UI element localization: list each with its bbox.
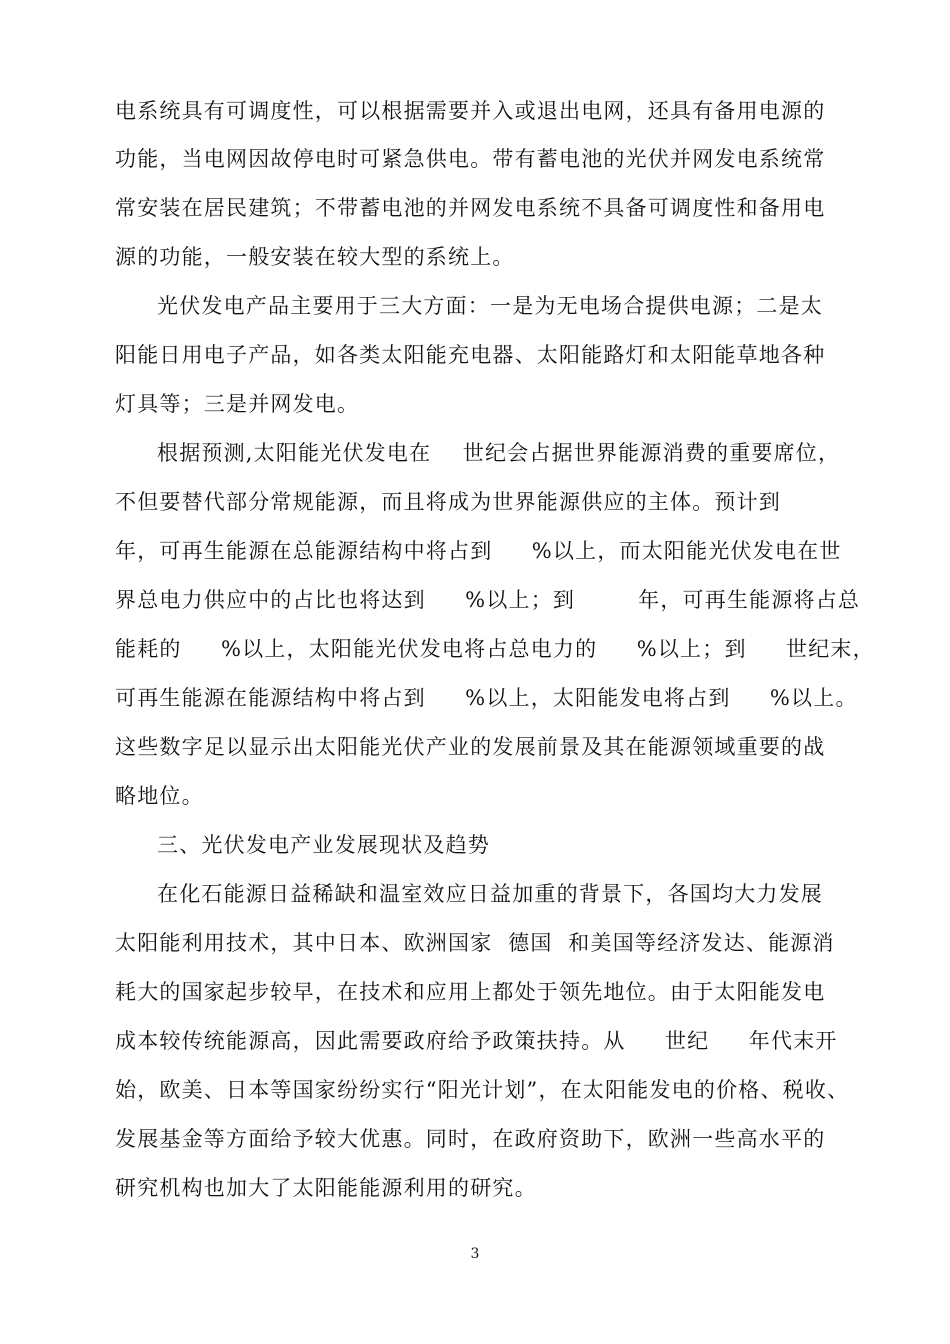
text-line: 发展基金等方面给予较大优惠。同时，在政府资助下，欧洲一些高水平的 xyxy=(115,1127,826,1151)
text-line: 能耗的 %以上，太阳能光伏发电将占总电力的 %以上；到 世纪末， xyxy=(115,637,875,661)
text-line: 阳能日用电子产品，如各类太阳能充电器、太阳能路灯和太阳能草地各种 xyxy=(115,343,826,367)
page-number: 3 xyxy=(470,1246,480,1262)
text-line: 始，欧美、日本等国家纷纷实行“阳光计划”，在太阳能发电的价格、税收、 xyxy=(115,1078,850,1102)
section-heading: 三、光伏发电产业发展现状及趋势 xyxy=(157,833,490,857)
text-line: 不但要替代部分常规能源，而且将成为世界能源供应的主体。预计到 xyxy=(115,490,781,514)
text-line: 太阳能利用技术，其中日本、欧洲国家 德国 和美国等经济发达、能源消 xyxy=(115,931,835,955)
text-line: 略地位。 xyxy=(115,784,204,808)
text-line: 成本较传统能源高，因此需要政府给予政策扶持。从 世纪 年代末开 xyxy=(115,1029,838,1053)
text-line: 耗大的国家起步较早，在技术和应用上都处于领先地位。由于太阳能发电 xyxy=(115,980,826,1004)
text-line: 研究机构也加大了太阳能能源利用的研究。 xyxy=(115,1176,537,1200)
text-line: 在化石能源日益稀缺和温室效应日益加重的背景下，各国均大力发展 xyxy=(157,882,823,906)
text-line: 源的功能，一般安装在较大型的系统上。 xyxy=(115,245,515,269)
text-line: 功能，当电网因故停电时可紧急供电。带有蓄电池的光伏并网发电系统常 xyxy=(115,147,826,171)
text-line: 年，可再生能源在总能源结构中将占到 %以上，而太阳能光伏发电在世 xyxy=(115,539,842,563)
text-line: 界总电力供应中的占比也将达到 %以上；到 年，可再生能源将占总 xyxy=(115,588,861,612)
text-line: 灯具等；三是并网发电。 xyxy=(115,392,360,416)
text-line: 这些数字足以显示出太阳能光伏产业的发展前景及其在能源领域重要的战 xyxy=(115,735,826,759)
text-line: 可再生能源在能源结构中将占到 %以上，太阳能发电将占到 %以上。 xyxy=(115,686,858,710)
text-line: 电系统具有可调度性，可以根据需要并入或退出电网，还具有备用电源的 xyxy=(115,99,826,123)
text-line: 光伏发电产品主要用于三大方面：一是为无电场合提供电源；二是太 xyxy=(157,294,823,318)
text-line: 根据预测,太阳能光伏发电在 世纪会占据世界能源消费的重要席位， xyxy=(157,441,841,465)
text-line: 常安装在居民建筑；不带蓄电池的并网发电系统不具备可调度性和备用电 xyxy=(115,196,826,220)
